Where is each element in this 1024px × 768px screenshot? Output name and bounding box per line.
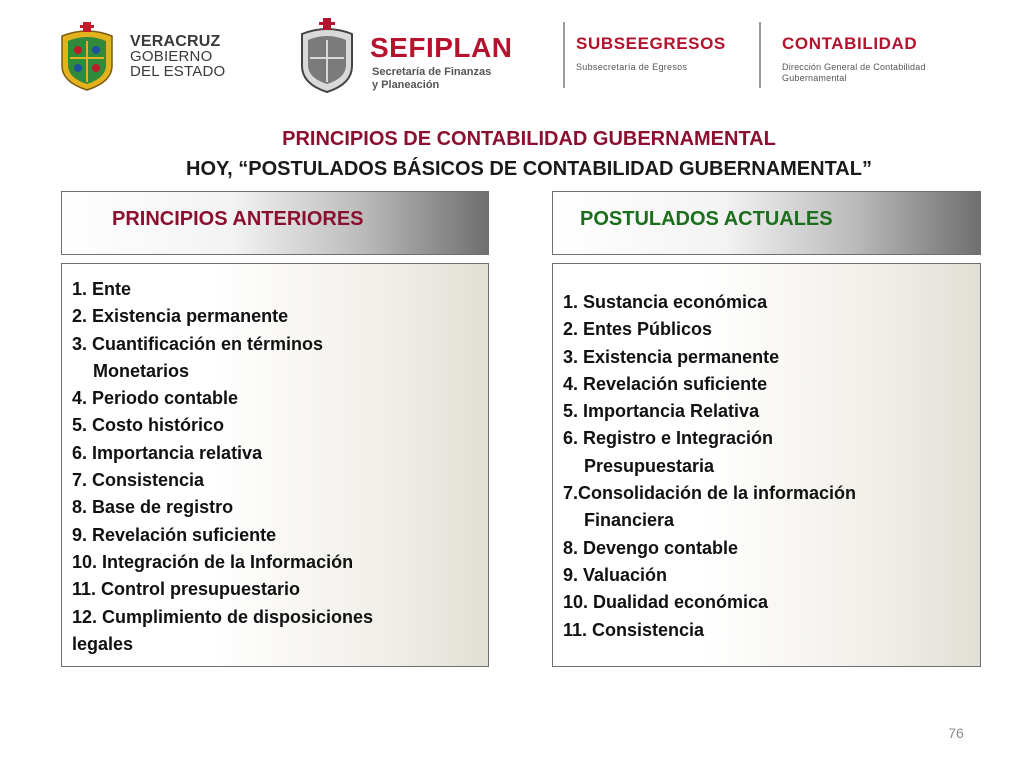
list-item-text: 9. Valuación	[563, 564, 668, 585]
list-item	[72, 631, 488, 658]
sefiplan-sub-line1: Secretaría de Finanzas	[372, 66, 492, 78]
veracruz-crest-icon	[54, 22, 120, 92]
list-item-text: 7. Consistencia	[72, 470, 205, 491]
subsegresos-title: SUBSEEGRESOS	[576, 34, 726, 53]
right-column-header	[552, 191, 981, 255]
contabilidad-title: CONTABILIDAD	[782, 34, 918, 53]
list-item	[72, 412, 488, 439]
subsegresos-logo	[576, 34, 752, 84]
list-item-text: 12. Cumplimiento de disposiciones	[72, 606, 374, 627]
list-item-text: 8. Base de registro	[72, 497, 234, 518]
list-item-continuation: Financiera	[584, 510, 675, 531]
list-item-text: 1. Ente	[72, 279, 132, 299]
list-item	[563, 562, 980, 589]
list-item	[563, 535, 980, 562]
list-item-continuation: Presupuestaria	[584, 455, 715, 476]
slide-title: PRINCIPIOS DE CONTABILIDAD GUBERNAMENTAL	[282, 128, 776, 150]
list-item	[72, 549, 488, 576]
list-item	[72, 440, 488, 467]
list-item	[72, 276, 488, 303]
list-item	[72, 385, 488, 412]
list-item	[72, 467, 488, 494]
right-column-heading: POSTULADOS ACTUALES	[580, 207, 833, 230]
list-item	[563, 425, 980, 480]
list-item	[563, 589, 980, 616]
list-item-text: 7.Consolidación de la información	[563, 483, 857, 504]
header-logos	[0, 0, 1024, 110]
list-item-text: 11. Consistencia	[563, 619, 705, 640]
list-item	[72, 522, 488, 549]
list-item-text: 3. Existencia permanente	[563, 346, 780, 367]
list-item-text: 2. Existencia permanente	[72, 306, 289, 327]
sefiplan-subtitle	[372, 66, 491, 92]
list-item-text: 5. Costo histórico	[72, 415, 225, 436]
list-item	[563, 398, 980, 425]
list-item	[72, 331, 488, 386]
list-item-text: 1. Sustancia económica	[563, 292, 768, 312]
list-item-text: 4. Revelación suficiente	[563, 373, 768, 394]
veracruz-wordmark	[130, 34, 225, 79]
list-item-text: 10. Integración de la Información	[72, 551, 354, 572]
list-item-continuation: Monetarios	[93, 360, 190, 381]
list-item	[563, 344, 980, 371]
veracruz-line3: DEL ESTADO	[130, 63, 226, 80]
veracruz-line1: VERACRUZ	[130, 33, 221, 50]
list-item	[72, 576, 488, 603]
sefiplan-crest-icon	[294, 18, 360, 96]
sefiplan-logo	[294, 18, 534, 96]
sefiplan-title: SEFIPLAN	[370, 32, 513, 63]
left-column-header	[61, 191, 489, 255]
contabilidad-sub-line1: Dirección General de Contabilidad	[782, 62, 926, 72]
list-item-text: 9. Revelación suficiente	[72, 524, 277, 545]
sefiplan-sub-line2: y Planeación	[372, 79, 440, 91]
left-list-box	[61, 263, 489, 667]
list-item	[563, 316, 980, 343]
list-item	[563, 289, 980, 316]
list-item-text: 4. Periodo contable	[72, 388, 239, 409]
list-item-text: 6. Registro e Integración	[563, 428, 774, 449]
list-item	[563, 480, 980, 535]
list-item	[563, 617, 980, 644]
header-divider	[563, 22, 565, 88]
list-item-text: 8. Devengo contable	[563, 537, 739, 558]
right-list-box	[552, 263, 981, 667]
list-item-text: legales	[72, 633, 134, 654]
veracruz-logo	[54, 22, 244, 92]
slide-subtitle: HOY, “POSTULADOS BÁSICOS DE CONTABILIDAD GUBERNAMENTAL”	[186, 158, 872, 180]
list-item-text: 11. Control presupuestario	[72, 579, 301, 600]
veracruz-line2: GOBIERNO	[130, 48, 213, 65]
list-item	[72, 494, 488, 521]
list-item-text: 3. Cuantificación en términos	[72, 333, 324, 354]
header-divider	[759, 22, 761, 88]
page-number: 76	[948, 725, 964, 741]
contabilidad-subtitle	[782, 62, 972, 84]
list-item-text: 6. Importancia relativa	[72, 442, 263, 463]
left-column-heading: PRINCIPIOS ANTERIORES	[112, 207, 364, 230]
list-item-text: 5. Importancia Relativa	[563, 401, 760, 422]
postulados-actuales-list	[553, 264, 980, 644]
list-item	[563, 371, 980, 398]
list-item	[72, 303, 488, 330]
contabilidad-sub-line2: Gubernamental	[782, 73, 847, 83]
contabilidad-logo	[782, 34, 972, 90]
list-item-text: 10. Dualidad económica	[563, 592, 769, 613]
list-item	[72, 604, 488, 631]
list-item-text: 2. Entes Públicos	[563, 319, 713, 340]
principios-anteriores-list	[62, 264, 488, 658]
subsegresos-subtitle: Subsecretaría de Egresos	[576, 62, 688, 72]
